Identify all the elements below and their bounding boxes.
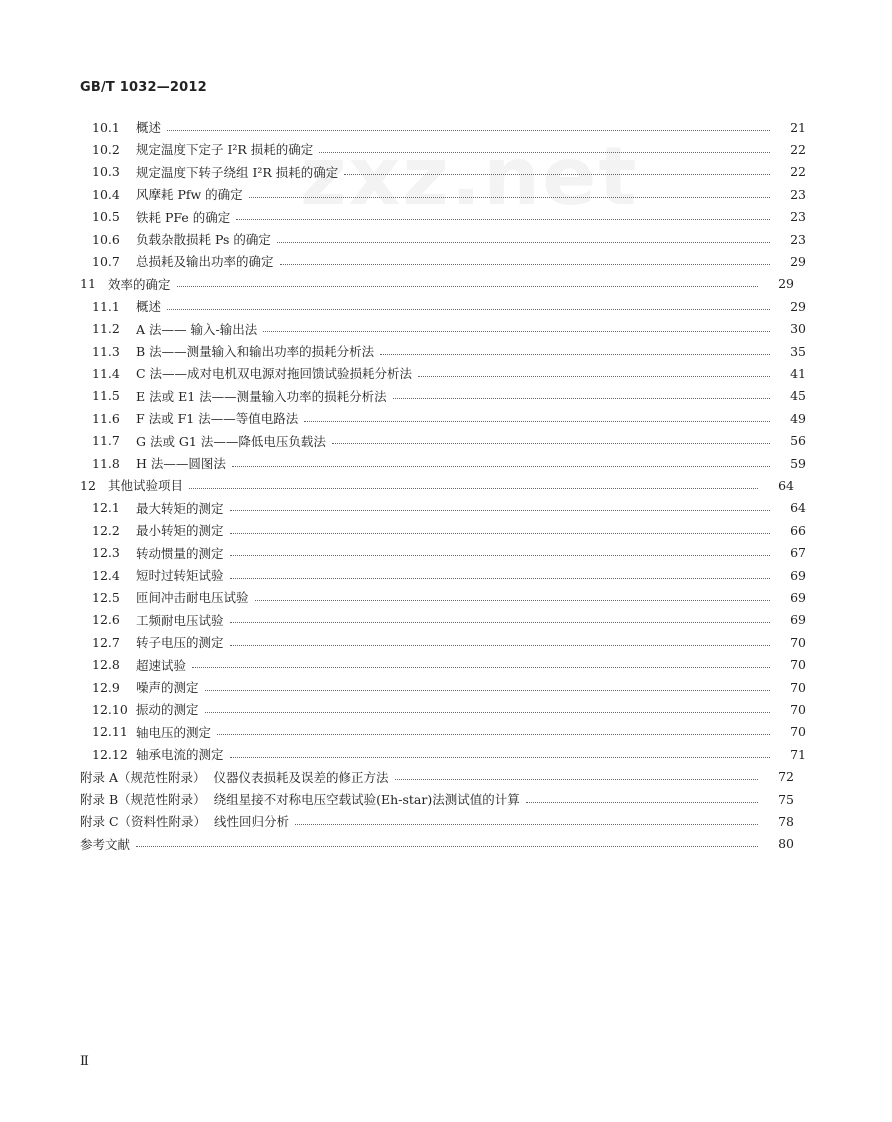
- toc-entry-page: 59: [790, 455, 806, 471]
- toc-entry-title: 短时过转矩试验: [136, 568, 224, 583]
- page-number: Ⅱ: [80, 1054, 89, 1069]
- toc-leader-dots: [304, 421, 770, 422]
- toc-entry-page: 30: [790, 321, 806, 337]
- toc-entry-page: 41: [790, 365, 806, 381]
- toc-entry-title: 转子电压的测定: [136, 635, 224, 651]
- toc-entry-title: 绕组星接不对称电压空载试验(Eh-star)法测试值的计算: [213, 792, 520, 807]
- toc-leader-dots: [232, 466, 770, 467]
- toc-entry-number: 11.3: [92, 343, 120, 359]
- toc-leader-dots: [319, 152, 770, 153]
- toc-entry[interactable]: [0, 586, 892, 608]
- toc-leader-dots: [418, 376, 770, 377]
- toc-entry-number: 附录 A（规范性附录）: [80, 769, 206, 785]
- toc-entry-page: 70: [790, 701, 806, 717]
- toc-leader-dots: [230, 555, 770, 556]
- toc-leader-dots: [393, 398, 770, 399]
- toc-entry-number: 12.10: [92, 701, 128, 717]
- toc-entry-number: 10.6: [92, 231, 120, 247]
- toc-entry-page: 23: [790, 231, 806, 247]
- toc-entry[interactable]: [0, 273, 880, 295]
- toc-entry-number: 11.2: [92, 321, 120, 337]
- toc-entry[interactable]: [0, 833, 880, 855]
- toc-entry-title: 其他试验项目: [108, 478, 184, 494]
- toc-leader-dots: [167, 309, 770, 310]
- toc-entry[interactable]: [0, 474, 880, 496]
- toc-entry-number: 11.4: [92, 365, 120, 381]
- toc-entry-page: 69: [790, 589, 806, 605]
- toc-entry-number: 12.11: [92, 724, 128, 740]
- toc-entry-title: 振动的测定: [136, 702, 199, 718]
- toc-entry-page: 80: [778, 836, 794, 852]
- toc-entry-page: 22: [790, 164, 806, 180]
- toc-entry-title: 最小转矩的测定: [136, 523, 224, 539]
- toc-leader-dots: [136, 846, 758, 847]
- toc-entry[interactable]: [0, 407, 892, 429]
- toc-entry-page: 71: [790, 746, 806, 762]
- toc-leader-dots: [230, 645, 770, 646]
- toc-leader-dots: [255, 600, 770, 601]
- toc-entry-number: 12.2: [92, 522, 120, 538]
- toc-entry-page: 72: [778, 769, 794, 785]
- toc-entry-title: 最大转矩的测定: [136, 500, 224, 516]
- toc-entry-number: 12.12: [92, 746, 128, 762]
- toc-entry-number: 12.8: [92, 657, 120, 673]
- toc-entry[interactable]: [0, 206, 892, 228]
- toc-entry-number: 附录 C（资料性附录）: [80, 814, 207, 830]
- toc-entry-title: 风摩耗 Pfw 的确定: [136, 187, 243, 203]
- toc-entry-number: 12.1: [92, 500, 120, 516]
- toc-entry[interactable]: [0, 788, 880, 810]
- toc-leader-dots: [205, 712, 770, 713]
- toc-leader-dots: [205, 690, 770, 691]
- toc-leader-dots: [332, 443, 770, 444]
- toc-leader-dots: [217, 734, 770, 735]
- toc-leader-dots: [380, 354, 770, 355]
- toc-entry[interactable]: [0, 116, 892, 138]
- toc-entry[interactable]: [0, 497, 892, 519]
- toc-entry[interactable]: [0, 161, 892, 183]
- toc-leader-dots: [189, 488, 758, 489]
- toc-entry-page: 75: [778, 791, 794, 807]
- toc-entry-title: 负载杂散损耗 Ps 的确定: [136, 232, 271, 247]
- toc-entry[interactable]: [0, 228, 892, 250]
- toc-entry[interactable]: [0, 430, 892, 452]
- toc-entry-page: 66: [790, 522, 806, 538]
- toc-entry-number: 12: [80, 477, 96, 493]
- toc-entry-page: 22: [790, 141, 806, 157]
- toc-entry-page: 29: [790, 253, 806, 269]
- toc-entry-title: 参考文献: [80, 836, 131, 852]
- toc-entry-title: 总损耗及输出功率的确定: [136, 254, 274, 270]
- toc-entry-number: 12.3: [92, 545, 120, 561]
- toc-entry-number: 11: [80, 276, 96, 292]
- toc-entry-page: 45: [790, 388, 806, 404]
- toc-entry-title: H 法——圆图法: [136, 456, 226, 471]
- toc-entry-page: 23: [790, 209, 806, 225]
- toc-entry-number: 10.4: [92, 186, 120, 202]
- toc-entry-number: 11.7: [92, 433, 120, 449]
- toc-entry[interactable]: [0, 766, 880, 788]
- toc-entry-title: 规定温度下定子 I²R 损耗的确定: [136, 142, 314, 158]
- toc-entry-number: 10.5: [92, 209, 120, 225]
- toc-entry-page: 67: [790, 545, 806, 561]
- toc-entry-page: 69: [790, 567, 806, 583]
- toc-leader-dots: [177, 286, 758, 287]
- toc-entry-title: A 法—— 输入-输出法: [136, 321, 258, 337]
- toc-entry[interactable]: [0, 698, 892, 720]
- toc-entry-number: 12.5: [92, 589, 120, 605]
- toc-entry-page: 23: [790, 186, 806, 202]
- toc-entry-title: 超速试验: [136, 657, 187, 673]
- toc-entry-title: 噪声的测定: [136, 680, 199, 695]
- toc-entry[interactable]: [0, 743, 892, 765]
- toc-entry-number: 10.1: [92, 119, 120, 135]
- toc-leader-dots: [230, 578, 770, 579]
- toc-entry-title: F 法或 F1 法——等值电路法: [136, 411, 299, 427]
- toc-entry-page: 49: [790, 410, 806, 426]
- toc-entry-number: 10.3: [92, 164, 120, 180]
- toc-entry[interactable]: [0, 250, 892, 272]
- toc-entry-title: 工频耐电压试验: [136, 612, 224, 628]
- toc-entry[interactable]: [0, 631, 892, 653]
- toc-entry-page: 69: [790, 612, 806, 628]
- toc-entry-title: 轴承电流的测定: [136, 747, 224, 763]
- toc-leader-dots: [192, 667, 770, 668]
- toc-entry[interactable]: [0, 654, 892, 676]
- toc-entry-page: 35: [790, 343, 806, 359]
- toc-entry-title: 轴电压的测定: [136, 724, 212, 740]
- toc-entry[interactable]: [0, 362, 892, 384]
- toc-entry-title: 规定温度下转子绕组 I²R 损耗的确定: [136, 164, 339, 180]
- document-header: GB/T 1032—2012: [80, 80, 207, 95]
- toc-entry-number: 附录 B（规范性附录）: [80, 792, 206, 807]
- toc-entry[interactable]: [0, 564, 892, 586]
- toc-leader-dots: [526, 802, 758, 803]
- toc-entry-page: 64: [790, 500, 806, 516]
- toc-leader-dots: [230, 533, 770, 534]
- watermark: zxz.net: [300, 130, 639, 223]
- toc-entry[interactable]: [0, 810, 880, 832]
- toc-leader-dots: [230, 757, 770, 758]
- toc-leader-dots: [395, 779, 758, 780]
- toc-entry[interactable]: [0, 295, 892, 317]
- toc-entry-title: C 法——成对电机双电源对拖回馈试验损耗分析法: [136, 366, 413, 382]
- toc-leader-dots: [230, 510, 770, 511]
- toc-entry-page: 29: [790, 298, 806, 314]
- toc-entry-page: 21: [790, 119, 806, 135]
- toc-entry-title: 仪器仪表损耗及误差的修正方法: [213, 769, 389, 785]
- toc-entry-number: 11.5: [92, 388, 120, 404]
- toc-entry-title: 概述: [136, 120, 162, 135]
- toc-entry-number: 11.6: [92, 410, 120, 426]
- toc-leader-dots: [230, 622, 770, 623]
- toc-entry-number: 11.8: [92, 455, 120, 471]
- toc-entry-title: 概述: [136, 299, 162, 315]
- toc-entry-title: 线性回归分析: [214, 814, 290, 830]
- toc-entry-title: 效率的确定: [108, 276, 171, 292]
- toc-entry-title: E 法或 E1 法——测量输入功率的损耗分析法: [136, 388, 387, 404]
- toc-entry-page: 70: [790, 657, 806, 673]
- toc-entry-title: 铁耗 PFe 的确定: [136, 209, 231, 225]
- toc-entry[interactable]: [0, 721, 892, 743]
- toc-entry-title: B 法——测量输入和输出功率的损耗分析法: [136, 344, 375, 359]
- toc-leader-dots: [280, 264, 770, 265]
- toc-leader-dots: [295, 824, 758, 825]
- toc-entry-title: G 法或 G1 法——降低电压负载法: [136, 433, 326, 449]
- toc-entry[interactable]: [0, 542, 892, 564]
- toc-entry[interactable]: [0, 519, 892, 541]
- toc-entry[interactable]: [0, 138, 892, 160]
- toc-entry-number: 12.4: [92, 567, 120, 583]
- toc-entry-page: 29: [778, 276, 794, 292]
- toc-leader-dots: [236, 219, 770, 220]
- toc-entry[interactable]: [0, 183, 892, 205]
- toc-entry-number: 12.7: [92, 634, 120, 650]
- toc-entry-number: 11.1: [92, 298, 120, 314]
- toc-entry-number: 10.2: [92, 141, 120, 157]
- toc-entry[interactable]: [0, 609, 892, 631]
- toc-entry[interactable]: [0, 340, 892, 362]
- toc-leader-dots: [263, 331, 770, 332]
- toc-entry-number: 12.9: [92, 679, 120, 695]
- toc-leader-dots: [249, 197, 770, 198]
- toc-entry[interactable]: [0, 318, 892, 340]
- toc-entry-page: 70: [790, 634, 806, 650]
- toc-leader-dots: [344, 174, 770, 175]
- toc-leader-dots: [277, 242, 770, 243]
- toc-entry[interactable]: [0, 385, 892, 407]
- toc-entry-number: 10.7: [92, 253, 120, 269]
- toc-entry-title: 匝间冲击耐电压试验: [136, 590, 249, 606]
- toc-entry[interactable]: [0, 676, 892, 698]
- toc-leader-dots: [167, 130, 770, 131]
- toc-entry-page: 70: [790, 679, 806, 695]
- toc-entry-number: 12.6: [92, 612, 120, 628]
- toc-entry[interactable]: [0, 452, 892, 474]
- toc-entry-page: 78: [778, 813, 794, 829]
- toc-entry-page: 70: [790, 724, 806, 740]
- toc-entry-title: 转动惯量的测定: [136, 545, 224, 561]
- toc-entry-page: 56: [790, 433, 806, 449]
- toc-entry-page: 64: [778, 477, 794, 493]
